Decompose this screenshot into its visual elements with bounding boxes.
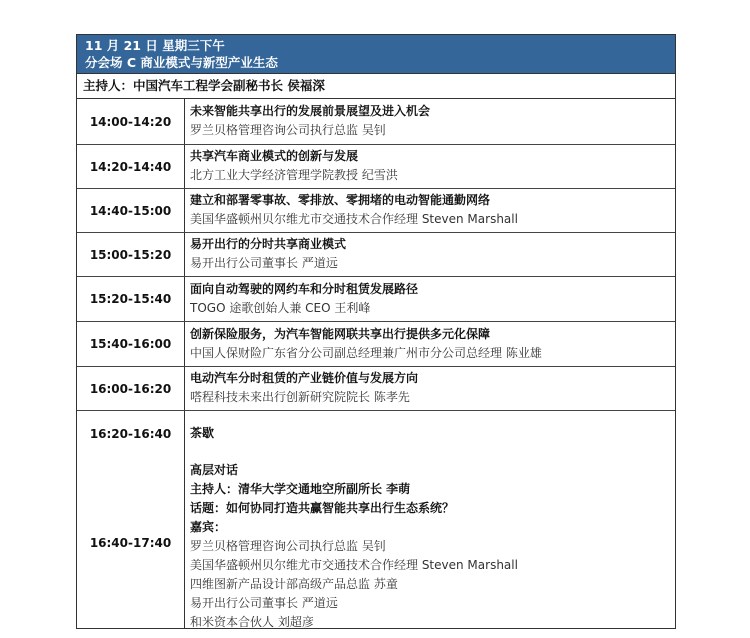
agenda-table xyxy=(76,34,676,629)
talk-title: 共享汽车商业模式的创新与发展 xyxy=(190,149,359,163)
speaker: 嗒程科技未来出行创新研究院院长 陈孝先 xyxy=(190,390,410,404)
time-slot: 14:20-14:40 xyxy=(77,145,185,188)
speaker: TOGO 途歌创始人兼 CEO 王利峰 xyxy=(190,300,371,315)
speaker: 罗兰贝格管理咨询公司执行总监 吴钊 xyxy=(190,123,386,137)
talk-title: 茶歇 xyxy=(190,426,215,440)
agenda-row xyxy=(77,189,675,233)
panel-guest: 和米资本合伙人 刘超彦 xyxy=(190,615,314,629)
talk-title: 创新保险服务，为汽车智能网联共享出行提供多元化保障 xyxy=(190,326,491,341)
speaker: 北方工业大学经济管理学院教授 纪雪洪 xyxy=(190,168,398,182)
time-slot: 16:40-17:40 xyxy=(77,457,185,628)
panel-guest: 易开出行公司董事长 严道远 xyxy=(190,596,338,610)
talk-title: 面向自动驾驶的网约车和分时租赁发展路径 xyxy=(190,281,419,296)
agenda-row xyxy=(77,322,675,367)
time-slot: 16:00-16:20 xyxy=(77,367,185,410)
time-slot: 15:00-15:20 xyxy=(77,233,185,276)
session-header xyxy=(77,35,675,74)
speaker: 易开出行公司董事长 严道远 xyxy=(190,256,338,270)
time-slot: 15:40-16:00 xyxy=(77,322,185,366)
time-slot: 15:20-15:40 xyxy=(77,277,185,321)
agenda-row xyxy=(77,411,675,457)
time-slot: 14:00-14:20 xyxy=(77,99,185,144)
panel-guest: 罗兰贝格管理咨询公司执行总监 吴钊 xyxy=(190,539,386,553)
session-host: 主持人：中国汽车工程学会副秘书长 侯福深 xyxy=(77,74,675,99)
talk-title: 电动汽车分时租赁的产业链价值与发展方向 xyxy=(190,371,419,385)
panel-guest: 四维图新产品设计部高级产品总监 苏童 xyxy=(190,577,398,591)
panel-guest: 美国华盛顿州贝尔维尤市交通技术合作经理 Steven Marshall xyxy=(190,558,518,572)
agenda-row xyxy=(77,233,675,277)
speaker: 中国人保财险广东省分公司副总经理兼广州市分公司总经理 陈业雄 xyxy=(190,345,542,360)
time-slot: 16:20-16:40 xyxy=(77,411,185,457)
speaker: 美国华盛顿州贝尔维尤市交通技术合作经理 Steven Marshall xyxy=(190,212,518,226)
talk-title: 建立和部署零事故、零排放、零拥堵的电动智能通勤网络 xyxy=(190,193,491,207)
panel-title: 高层对话 xyxy=(190,463,239,477)
panel-row xyxy=(77,457,675,628)
panel-guests-label: 嘉宾： xyxy=(190,520,227,534)
panel-host: 主持人：清华大学交通地空所副所长 李萌 xyxy=(190,482,411,496)
time-slot: 14:40-15:00 xyxy=(77,189,185,232)
talk-title: 易开出行的分时共享商业模式 xyxy=(190,237,347,251)
agenda-row xyxy=(77,99,675,145)
agenda-row xyxy=(77,367,675,411)
agenda-row xyxy=(77,277,675,322)
panel-topic: 话题：如何协同打造共赢智能共享出行生态系统？ xyxy=(190,501,455,515)
session-title: 分会场 C 商业模式与新型产业生态 xyxy=(85,55,278,70)
talk-title: 未来智能共享出行的发展前景展望及进入机会 xyxy=(190,104,431,118)
session-date: 11 月 21 日 星期三下午 xyxy=(85,38,225,53)
agenda-row xyxy=(77,145,675,189)
